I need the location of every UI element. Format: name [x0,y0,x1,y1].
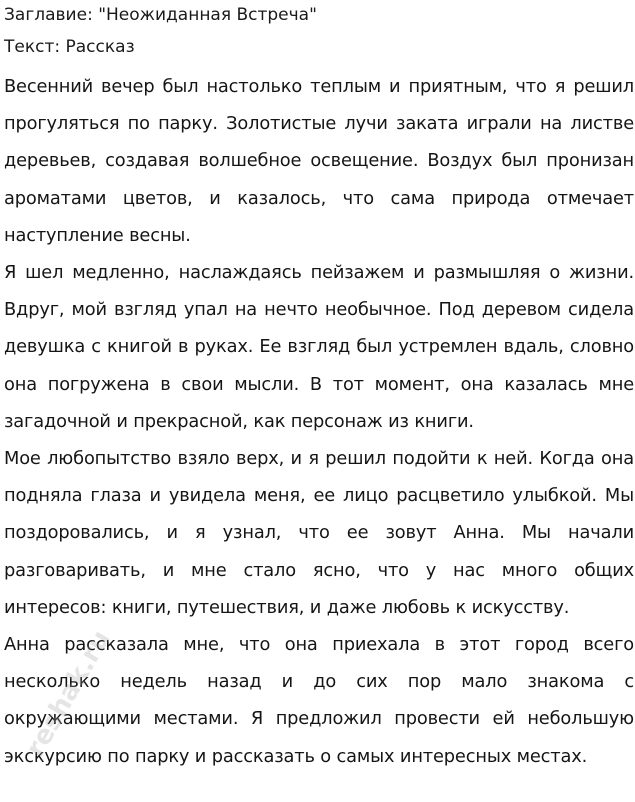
text-type-line [4,36,135,58]
story-body [4,68,634,775]
story-paragraph-3: Мое любопытство взяло верх, и я решил подойти к ней. Когда она подняла глаза и увидела меня, ее лицо расцветило улыбкой. Мы поздоровались, и я узнал, что ее зовут Анна. Мы начали разговаривать, и мне стало ясно, что у нас много общих интересов: книги, путешествия, и даже любовь к искусству. [4,448,634,618]
story-paragraph-1: Весенний вечер был настолько теплым и приятным, что я решил прогуляться по парку. Золотистые лучи заката играли на листве деревьев, создавая волшебное освещение. Воздух был пронизан ароматами цветов, и казалось, что сама природа отмечает наступление весны. [4,76,634,246]
story-paragraph-2: Я шел медленно, наслаждаясь пейзажем и размышляя о жизни. Вдруг, мой взгляд упал на нечто необычное. Под деревом сидела девушка с книгой в руках. Ее взгляд был устремлен вдаль, словно она погружена в свои мысли. В тот момент, она казалась мне загадочной и прекрасной, как персонаж из книги. [4,262,634,432]
story-paragraph-4: Анна рассказала мне, что она приехала в этот город всего несколько недель назад и до сих пор мало знакома с окружающими местами. Я предложил провести ей небольшую экскурсию по парку и рассказать о самых интересных местах. [4,634,634,767]
title-value: "Неожиданная Встреча" [98,5,317,25]
title-line [4,4,317,26]
text-type-label: Текст : [4,37,66,57]
title-label: Заглавие : [4,5,98,25]
watermark: reshak.ru [20,625,117,763]
text-type-value: Рассказ [65,37,135,57]
